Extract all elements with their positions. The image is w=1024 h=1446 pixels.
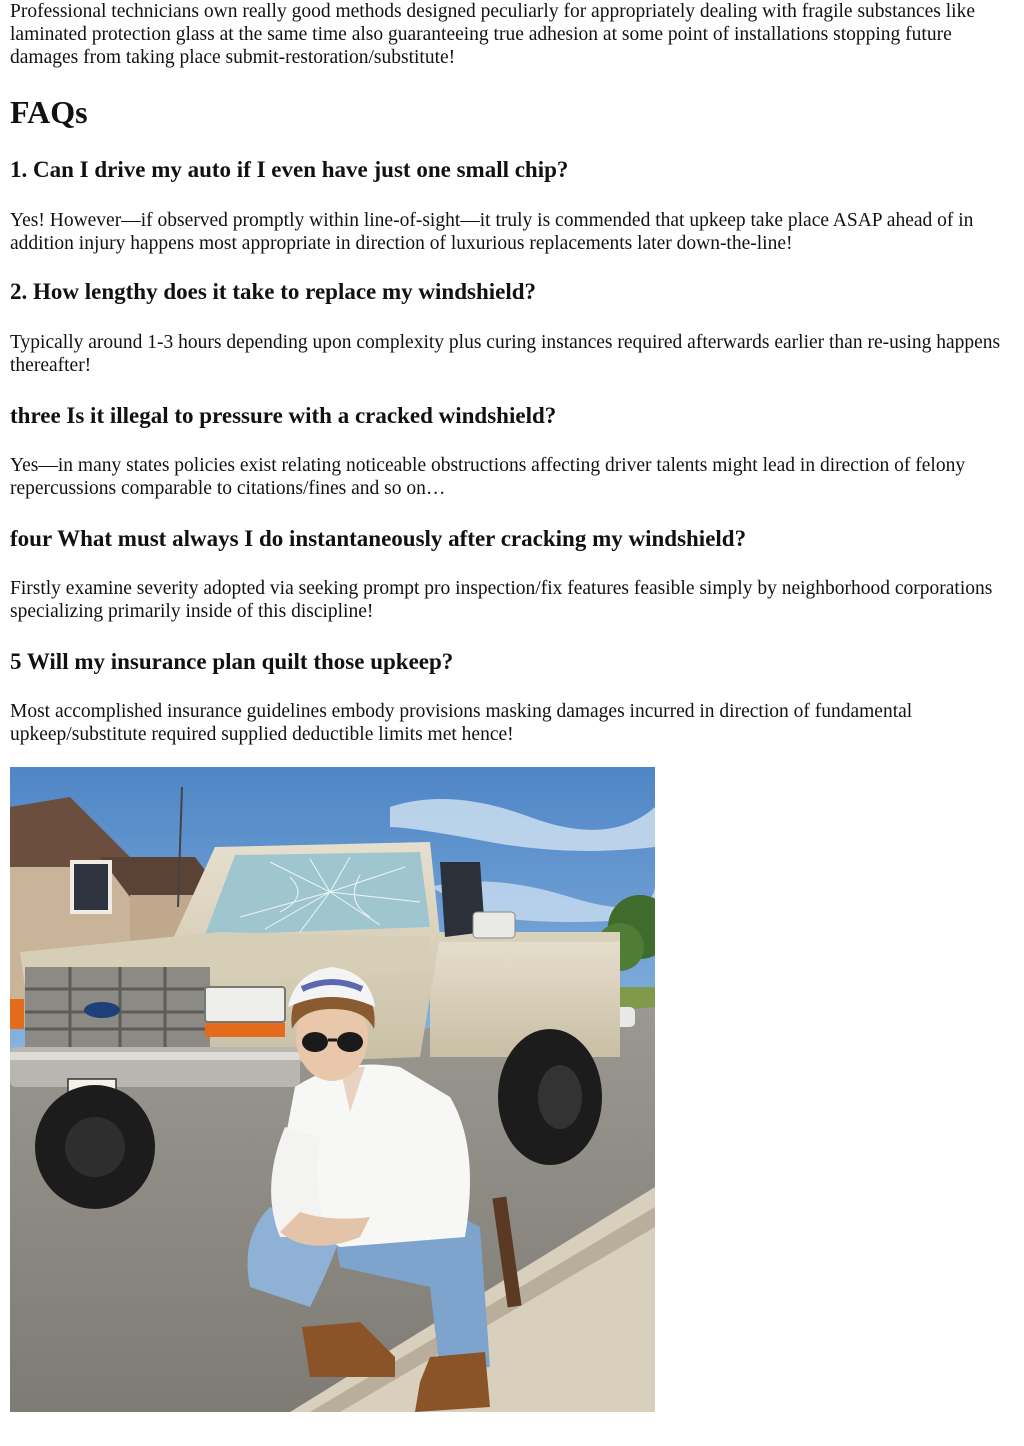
faq-question-1: 1. Can I drive my auto if I even have just one small chip? <box>10 157 569 182</box>
article <box>10 0 1014 745</box>
faq-answer-3: Yes—in many states policies exist relating noticeable obstructions affecting driver talents might lead in direction of felony repercussions comparable to citations/fines and so on… <box>10 455 966 499</box>
faq-answer-4: Firstly examine severity adopted via seeking prompt pro inspection/fix features feasible simply by neighborhood corporations specializing primarily inside of this discipline! <box>10 578 993 622</box>
faq-question-4: four What must always I do instantaneously after cracking my windshield? <box>10 526 747 551</box>
faq-answer-5: Most accomplished insurance guidelines embody provisions masking damages incurred in direction of fundamental upkeep/substitute required supplied deductible limits met hence! <box>10 701 913 745</box>
intro-paragraph: Professional technicians own really good methods designed peculiarly for appropriately dealing with fragile substances like laminated protection glass at the same time also guaranteeing true adhesion at some point of installations stopping future damages from taking place submit-restoration/substitute! <box>10 1 975 68</box>
article-photo <box>10 767 655 1412</box>
faq-answer-2: Typically around 1-3 hours depending upon complexity plus curing instances required afterwards earlier than re-using happens thereafter! <box>10 332 1001 376</box>
faq-question-2: 2. How lengthy does it take to replace my windshield? <box>10 279 537 304</box>
faq-heading: FAQs <box>10 94 88 130</box>
truck-photo-illustration <box>10 767 655 1412</box>
faq-question-3: three Is it illegal to pressure with a cracked windshield? <box>10 403 557 428</box>
faq-question-5: 5 Will my insurance plan quilt those upkeep? <box>10 649 454 674</box>
faq-answer-1: Yes! However—if observed promptly within line-of-sight—it truly is commended that upkeep take place ASAP ahead of in addition injury happens most appropriate in direction of luxurious replacements later down-the-line! <box>10 210 974 254</box>
